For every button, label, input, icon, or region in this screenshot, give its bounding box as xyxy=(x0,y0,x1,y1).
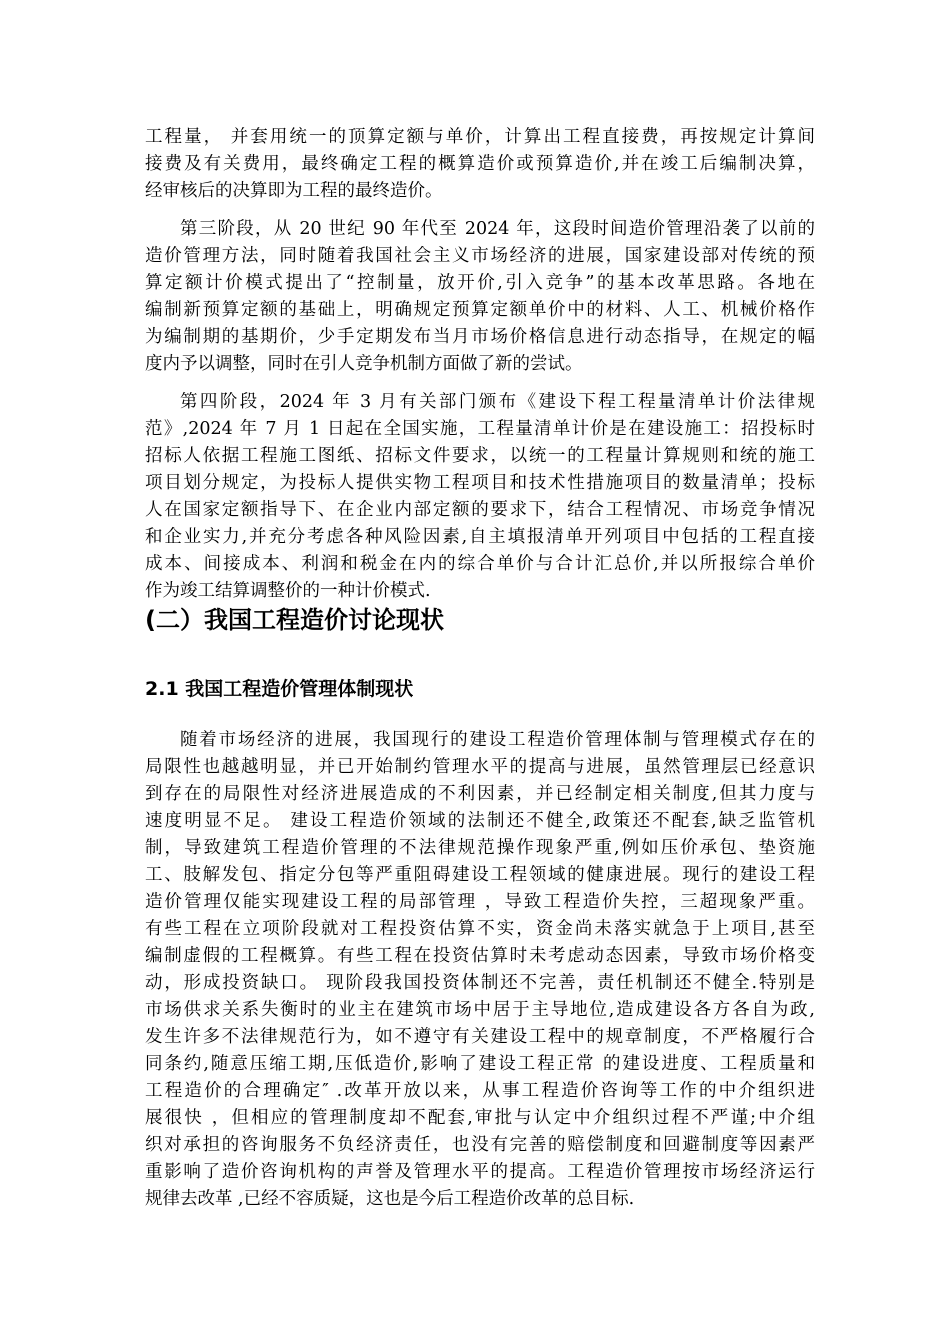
text-line: 作为竣工结算调整价的一种计价模式. xyxy=(145,581,431,601)
text-line: 随着市场经济的进展，我国现行的建设工程造价管理体制与管理模式存在的 xyxy=(180,730,815,750)
subsection-heading: 2.1 我国工程造价管理体制现状 xyxy=(145,678,414,700)
text-line: 规律去改革 ,已经不容质疑，这也是今后工程造价改革的总目标. xyxy=(145,1189,635,1209)
text-line: 造价管理方法，同时随着我国社会主义市场经济的进展，国家建设部对传统的预 xyxy=(145,246,815,266)
text-line: 人在国家定额指导下、在企业内部定额的要求下，结合工程情况、市场竞争情况 xyxy=(145,500,815,520)
text-line: 工程造价的合理确定″ .改革开放以来，从事工程造价咨询等工作的中介组织进 xyxy=(145,1081,815,1101)
text-line: 算定额计价模式提出了“控制量，放开价,引入竞争”的基本改革思路。各地在 xyxy=(145,273,815,293)
text-line: 有些工程在立项阶段就对工程投资估算不实，资金尚未落实就急于上项目,甚至 xyxy=(145,919,815,939)
text-line: 局限性也越越明显，并已开始制约管理水平的提高与进展，虽然管理层已经意识 xyxy=(145,757,815,777)
text-line: 和企业实力,并充分考虑各种风险因素,自主填报清单开列项目中包括的工程直接 xyxy=(145,527,815,547)
text-line: 招标人依据工程施工图纸、招标文件要求，以统一的工程量计算规则和统的施工 xyxy=(145,446,815,466)
text-line: 工、肢解发包、指定分包等严重阻碍建设工程领域的健康进展。现行的建设工程 xyxy=(145,865,815,885)
text-line: 成本、间接成本、利润和税金在内的综合单价与合计汇总价,并以所报综合单价 xyxy=(145,554,815,574)
text-line: 编制虚假的工程概算。有些工程在投资估算时未考虑动态因素，导致市场价格变 xyxy=(145,946,815,966)
text-line: 展很快 ，但相应的管理制度却不配套,审批与认定中介组织过程不严谨;中介组 xyxy=(145,1108,815,1128)
text-line: 第四阶段，2024 年 3 月有关部门颁布《建设下程工程量清单计价法律规 xyxy=(180,392,815,412)
text-line: 制，导致建筑工程造价管理的不法律规范操作现象严重,例如压价承包、垫资施 xyxy=(145,838,815,858)
text-line: 度内予以调整，同时在引人竞争机制方面做了新的尝试。 xyxy=(145,354,583,374)
text-line: 织对承担的咨询服务不负经济责任，也没有完善的赔偿制度和回避制度等因素严 xyxy=(145,1135,815,1155)
text-line: 编制新预算定额的基础上，明确规定预算定额单价中的材料、人工、机械价格作 xyxy=(145,300,815,320)
text-line: 重影响了造价咨询机构的声誉及管理水平的提高。工程造价管理按市场经济运行 xyxy=(145,1162,815,1182)
text-line: 工程量， 并套用统一的顶算定额与单价，计算出工程直接费，再按规定计算间 xyxy=(145,127,815,147)
text-line: 动，形成投资缺口。 现阶段我国投资体制还不完善，责任机制还不健全.特别是 xyxy=(145,973,815,993)
text-line: 造价管理仅能实现建设工程的局部管理 ，导致工程造价失控，三超现象严重。 xyxy=(145,892,815,912)
text-line: 接费及有关费用，最终确定工程的概算造价或预算造价,并在竣工后编制决算， xyxy=(145,154,815,174)
text-line: 项目划分规定，为投标人提供实物工程项目和技术性措施项目的数量清单；投标 xyxy=(145,473,815,493)
text-line: 范》,2024 年 7 月 1 日起在全国实施，工程量清单计价是在建设施工：招投标时 xyxy=(145,419,815,439)
text-line: 速度明显不足。 建设工程造价领域的法制还不健全,政策还不配套,缺乏监管机 xyxy=(145,811,815,831)
text-line: 市场供求关系失衡时的业主在建筑市场中居于主导地位,造成建设各方各自为政, xyxy=(145,1000,815,1020)
text-line: 发生许多不法律规范行为，如不遵守有关建设工程中的规章制度，不严格履行合 xyxy=(145,1027,815,1047)
text-line: 第三阶段，从 20 世纪 90 年代至 2024 年，这段时间造价管理沿袭了以前的 xyxy=(180,219,815,239)
section-heading: (二）我国工程造价讨论现状 xyxy=(145,606,444,634)
text-line: 为编制期的基期价，少手定期发布当月市场价格信息进行动态指导，在规定的幅 xyxy=(145,327,815,347)
text-line: 到存在的局限性对经济进展造成的不利因素，并已经制定相关制度,但其力度与 xyxy=(145,784,815,804)
text-line: 同条约,随意压缩工期,压低造价,影响了建设工程正常 的建设进度、工程质量和 xyxy=(145,1054,815,1074)
text-line: 经审核后的决算即为工程的最终造价。 xyxy=(145,181,443,201)
